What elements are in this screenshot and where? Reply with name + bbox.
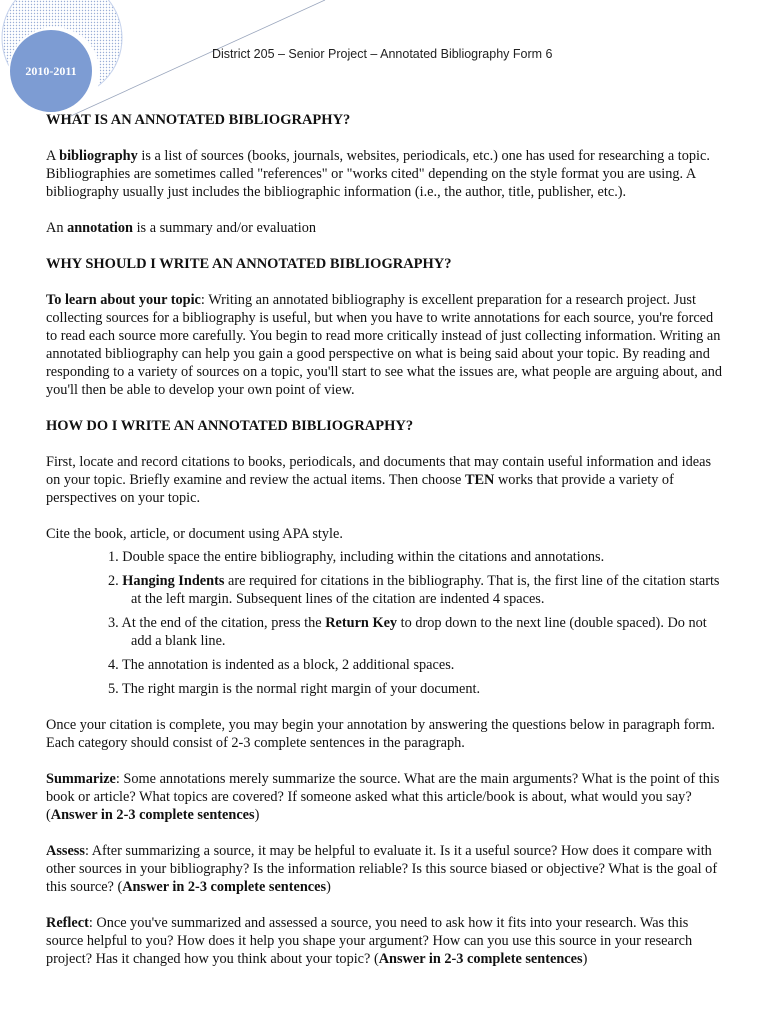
- heading-how: HOW DO I WRITE AN ANNOTATED BIBLIOGRAPHY?: [46, 418, 414, 434]
- year-badge-label: 2010-2011: [25, 63, 77, 78]
- list-item: 1. Double space the entire bibliography, including within the citations and annotations.: [108, 549, 605, 565]
- reflect-paragraph: Reflect: Once you've summarized and assessed a source, you need to ask how it fits into your research. Was this source helpful to you? How does it help you shape your argument? How can you use this source in your research project? Has it changed how you think about your topic? (Answer in 2-3 complete sentences): [46, 915, 693, 967]
- heading-why: WHY SHOULD I WRITE AN ANNOTATED BIBLIOGRAPHY?: [46, 256, 452, 272]
- document-body: [46, 111, 724, 968]
- page-header-title: District 205 – Senior Project – Annotated Bibliography Form 6: [212, 47, 553, 61]
- assess-paragraph: Assess: After summarizing a source, it may be helpful to evaluate it. Is it a useful source? How does it compare with other sources in your bibliography? Is the information reliable? Is this source biased or objective? What is the goal of this source? (Answer in 2-3 complete sentences): [46, 843, 718, 895]
- list-item: 5. The right margin is the normal right margin of your document.: [108, 681, 481, 697]
- term-annotation: annotation: [67, 220, 134, 236]
- term-bibliography: bibliography: [59, 148, 138, 164]
- list-item: 4. The annotation is indented as a block, 2 additional spaces.: [108, 657, 455, 673]
- summarize-label: Summarize: [46, 771, 116, 787]
- how-paragraph: First, locate and record citations to books, periodicals, and documents that may contain useful information and ideas on your topic. Briefly examine and review the actual items. Then choose TEN works that provide a variety of perspectives on your topic.: [46, 454, 712, 506]
- list-item: 3. At the end of the citation, press the Return Key to drop down to the next line (double spaced). Do not add a blank line.: [108, 615, 707, 649]
- year-badge: [10, 30, 92, 112]
- assess-label: Assess: [46, 843, 85, 859]
- why-lead: To learn about your topic: [46, 292, 201, 308]
- cite-instruction: Cite the book, article, or document using APA style.: [46, 526, 343, 542]
- steps-list: [46, 548, 724, 698]
- why-paragraph: To learn about your topic: Writing an annotated bibliography is excellent preparation for a research project. Just collecting sources for a bibliography is useful, but when you have to write annotations for each source, you're forced to read each source more carefully. You begin to read more critically instead of just collecting information. Writing an annotated bibliography can help you gain a good perspective on what is being said about your topic. By reading and responding to a variety of sources on a topic, you'll start to see what the issues are, what people are arguing about, and you'll then be able to develop your own point of view.: [46, 292, 723, 398]
- annotation-definition: An annotation is a summary and/or evaluation: [46, 220, 317, 236]
- bibliography-definition: A bibliography is a list of sources (books, journals, websites, periodicals, etc.) one has used for researching a topic. Bibliographies are sometimes called "references" or "works cited" depending on the style format you are using. A bibliography usually just includes the bibliographic information (i.e., the author, title, publisher, etc.).: [46, 148, 710, 200]
- heading-what: WHAT IS AN ANNOTATED BIBLIOGRAPHY?: [46, 112, 351, 128]
- list-item: 2. Hanging Indents are required for citations in the bibliography. That is, the first line of the citation starts at the left margin. Subsequent lines of the citation are indented 4 spaces.: [108, 573, 720, 607]
- term-ten: TEN: [464, 472, 495, 488]
- summarize-paragraph: Summarize: Some annotations merely summarize the source. What are the main arguments? What is the point of this book or article? What topics are covered? If someone asked what this article/book is about, what would you say? (Answer in 2-3 complete sentences): [46, 771, 720, 823]
- after-citation-paragraph: Once your citation is complete, you may begin your annotation by answering the questions below in paragraph form. Each category should consist of 2-3 complete sentences in the paragraph.: [46, 717, 716, 751]
- reflect-label: Reflect: [46, 915, 89, 931]
